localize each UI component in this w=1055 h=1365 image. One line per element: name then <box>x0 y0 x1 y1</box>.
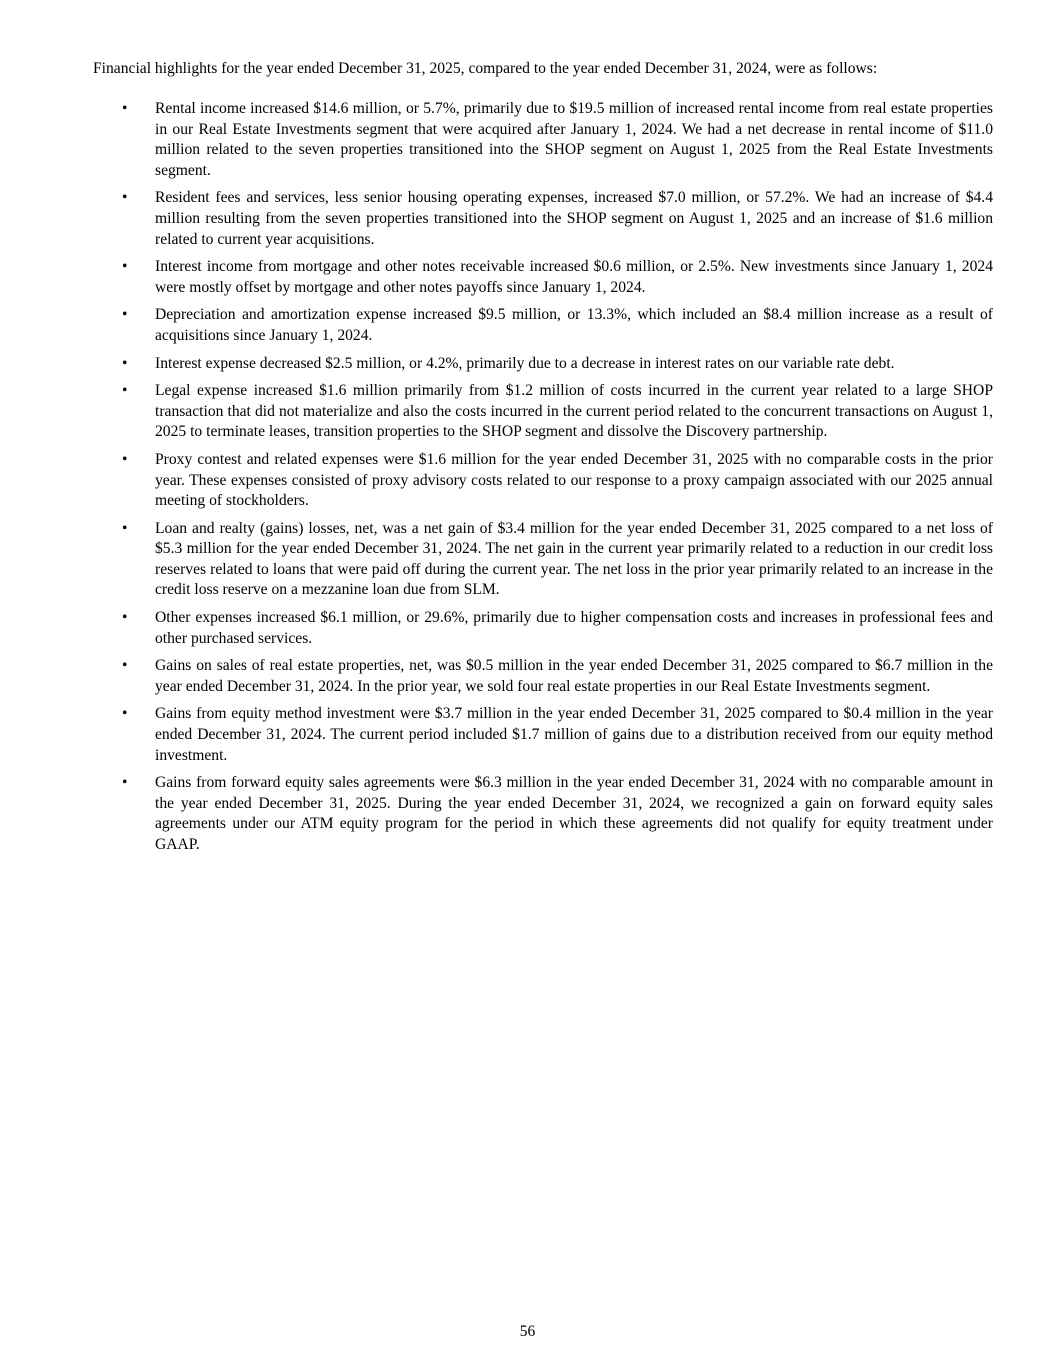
list-item <box>93 381 993 443</box>
bullet-icon: • <box>122 100 128 117</box>
list-item <box>93 99 993 181</box>
bullet-text: Other expenses increased $6.1 million, or 29.6%, primarily due to higher compensation costs and increases in professional fees and other purchased services. <box>155 609 993 647</box>
list-item <box>93 188 993 250</box>
list-item <box>93 519 993 601</box>
bullet-icon: • <box>122 705 128 723</box>
bullet-icon: • <box>122 306 128 324</box>
bullet-text: Rental income increased $14.6 million, or 5.7%, primarily due to $19.5 million of increased rental income from real estate properties in our Real Estate Investments segment that were acquired after January 1, 2024. We had a net decrease in rental income of $11.0 million related to the seven properties transitioned into the SHOP segment on August 1, 2025 from the Real Estate Investments segment. <box>155 100 993 179</box>
bullet-text: Gains from forward equity sales agreements were $6.3 million in the year ended December 31, 2024 with no comparable amount in the year ended December 31, 2025. During the year ended December 31, 2024, we recognized a gain on forward equity sales agreements under our ATM equity program for the period in which these agreements did not qualify for equity treatment under GAAP. <box>155 774 993 853</box>
bullet-icon: • <box>122 609 128 627</box>
bullet-icon: • <box>122 258 128 276</box>
list-item <box>93 656 993 697</box>
bullet-icon: • <box>122 354 128 372</box>
bullet-icon: • <box>122 450 128 468</box>
bullet-icon: • <box>122 519 128 537</box>
bullet-icon: • <box>122 657 128 675</box>
list-item <box>93 450 993 512</box>
bullet-text: Gains from equity method investment were $3.7 million in the year ended December 31, 2025 compared to $0.4 million in the year ended December 31, 2024. The current period included $1.7 million of gains due to a distribution received from our equity method investment. <box>155 705 993 764</box>
bullet-icon: • <box>122 189 128 207</box>
bullet-text: Interest income from mortgage and other notes receivable increased $0.6 million, or 2.5%. New investments since January 1, 2024 were mostly offset by mortgage and other notes payoffs since January 1, 2024. <box>155 258 993 296</box>
bullet-text: Loan and realty (gains) losses, net, was a net gain of $3.4 million for the year ended December 31, 2025 compared to a net loss of $5.3 million for the year ended December 31, 2024. The net gain in the current year primarily related to a reduction in our credit loss reserves related to loans that were paid off during the current year. The net loss in the prior year primarily related to an increase in the credit loss reserve on a mezzanine loan due from SLM. <box>155 519 993 599</box>
list-item <box>93 608 993 649</box>
bullet-text: Resident fees and services, less senior housing operating expenses, increased $7.0 million, or 57.2%. We had an increase of $4.4 million resulting from the seven properties transitioned into the SHOP segment on August 1, 2025 and an increase of $1.6 million related to current year acquisitions. <box>155 189 993 248</box>
bullet-text: Legal expense increased $1.6 million primarily from $1.2 million of costs incurred in the current year related to a large SHOP transaction that did not materialize and also the costs incurred in the current period related to the concurrent transactions on August 1, 2025 to terminate leases, transition properties to the SHOP segment and dissolve the Discovery partnership. <box>155 382 993 441</box>
bullet-text: Proxy contest and related expenses were $1.6 million for the year ended December 31, 2025 with no comparable costs in the prior year. These expenses consisted of proxy advisory costs related to our response to a proxy campaign associated with our 2025 annual meeting of stockholders. <box>155 450 993 510</box>
list-item <box>93 704 993 766</box>
list-item <box>93 773 993 855</box>
page-number: 56 <box>519 1323 536 1340</box>
highlights-list <box>93 99 993 863</box>
bullet-icon: • <box>122 774 128 792</box>
bullet-text: Interest expense decreased $2.5 million, or 4.2%, primarily due to a decrease in interest rates on our variable rate debt. <box>155 354 895 372</box>
list-item <box>93 354 993 375</box>
bullet-text: Depreciation and amortization expense increased $9.5 million, or 13.3%, which included an $8.4 million increase as a result of acquisitions since January 1, 2024. <box>155 306 993 344</box>
bullet-text: Gains on sales of real estate properties, net, was $0.5 million in the year ended December 31, 2025 compared to $6.7 million in the year ended December 31, 2024. In the prior year, we sold four real estate properties in our Real Estate Investments segment. <box>155 657 993 695</box>
bullet-icon: • <box>122 382 128 400</box>
list-item <box>93 305 993 346</box>
list-item <box>93 257 993 298</box>
intro-paragraph: Financial highlights for the year ended December 31, 2025, compared to the year ended December 31, 2024, were as follows: <box>93 60 878 77</box>
